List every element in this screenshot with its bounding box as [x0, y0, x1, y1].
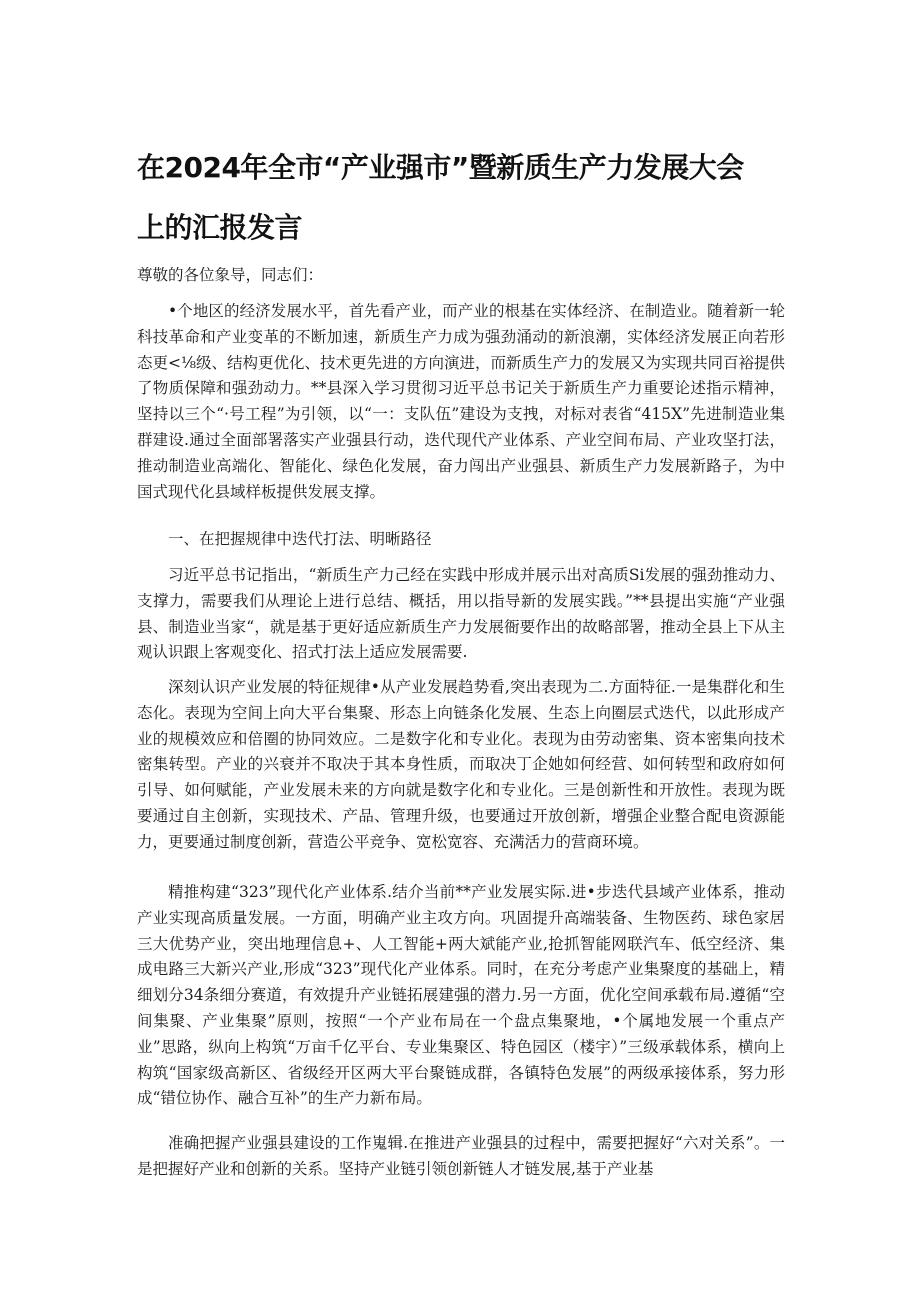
paragraph-intro: •个地区的经济发展水平，首先看产业，而产业的根基在实体经济、在制造业。随着新一轮科技革命和产业变革的不断加速，新质生产力成为强劲涌动的新浪潮，实体经济发展正向若形态更<⅛级、结构更优化、技术更先进的方向演进，而新质生产力的发展又为实现共同百裕提供了物质保障和强劲动力。**县深入学习贯彻习近平总书记关于新质生产力重要论述指示精神，坚持以三个“·号工程”为引领，以“一：支队伍”建设为支拽，对标对表省“415X”先进制造业集群建设.通过全面部署落实产业强县行动，迭代现代产业体系、产业空间布局、产业攻坚打法，推动制造业高端化、智能化、绿色化发展，奋力闯出产业强县、新质生产力发展新路子，为中国式现代化县域样板提供发展支撑。 [137, 302, 786, 501]
paragraph-industry-system: 精推构建“323”现代化产业体系.结介当前**产业发展实际.进•步迭代县域产业体系，推动产业实现高质量发展。一方面，明确产业主攻方向。巩固提升高端装备、生物医药、球色家居三大优势产业，突出地理信息+、人工智能+两大斌能产业,抢抓智能网联汽车、低空经济、集成电路三大新兴产业,形成“323”现代化产业体系。同时，在充分考虑产业集聚度的基础上，精细划分34条细分赛道，有效提升产业链拓展建强的潜力.另一方面，优化空间承载布局.遵循“空间集聚、产业集聚”原则，按照“一个产业布局在一个盘点集聚地，•个属地发展一个重点产业”思路，纵向上构筑“万亩千亿平台、专业集聚区、特色园区（楼宇）”三级承载体系，横向上构筑“国家级高新区、省级经开区两大平台聚链成群，各镇特色发展”的两级承接体系，努力形成“错位协作、融合互补”的生产力新布局。 [137, 883, 785, 1108]
paragraph-work-logic: 准确把握产业强县建设的工作嵬辑.在推进产业强县的过程中，需要把握好“六对关系”。一是把握好产业和创新的关系。坚持产业链引领创新链人才链发展,基于产业基 [137, 1134, 785, 1178]
salutation: 尊敬的各位象导，同志们： [137, 266, 324, 284]
paragraph-characteristics: 深刻认识产业发展的特征规律•从产业发展趋势看,突出表现为二.方面特征.一是集群化和生态化。表现为空间上向大平台集聚、形态上向链条化发展、生态上向圈层式迭代，以此形成产业的规模效应和倍圈的协同效应。二是数字化和专业化。表现为由劳动密集、资本密集向技术密集转型。产业的兴衰并不取决于其本身性质，而取决丁企她如何经营、如何转型和政府如何引导、如何赋能，产业发展未来的方向就是数字化和专业化。三是创新性和开放性。表现为既要通过自主创新，实现技术、产品、管理升级，也要通过开放创新，增强企业整合配电资源能力，更要通过制度创新，营造公平竞争、宽松宽容、充满活力的营商环境。 [137, 678, 785, 851]
paragraph-quote: 习近平总书记指出，“新质生产力己经在实践中形成并展示出对高质Si发展的强劲推动力、支撑力，需要我们从理论上进行总结、概括，用以指导新的发展实践。”**县提出实施“产业强县、制造业当家“，就是基于更好适应新质生产力发展衙要作出的故略部署，推动全县上下从主观认识跟上客观变化、招式打法上适应发展需要. [137, 566, 785, 662]
document-title-line-1: 在2024年全市“产业强市”暨新质生产力发展大会 [137, 151, 744, 184]
section-heading-1: 一、在把握规律中迭代打法、明晰路径 [168, 530, 432, 548]
document-title-line-2: 上的汇报发言 [137, 211, 303, 244]
